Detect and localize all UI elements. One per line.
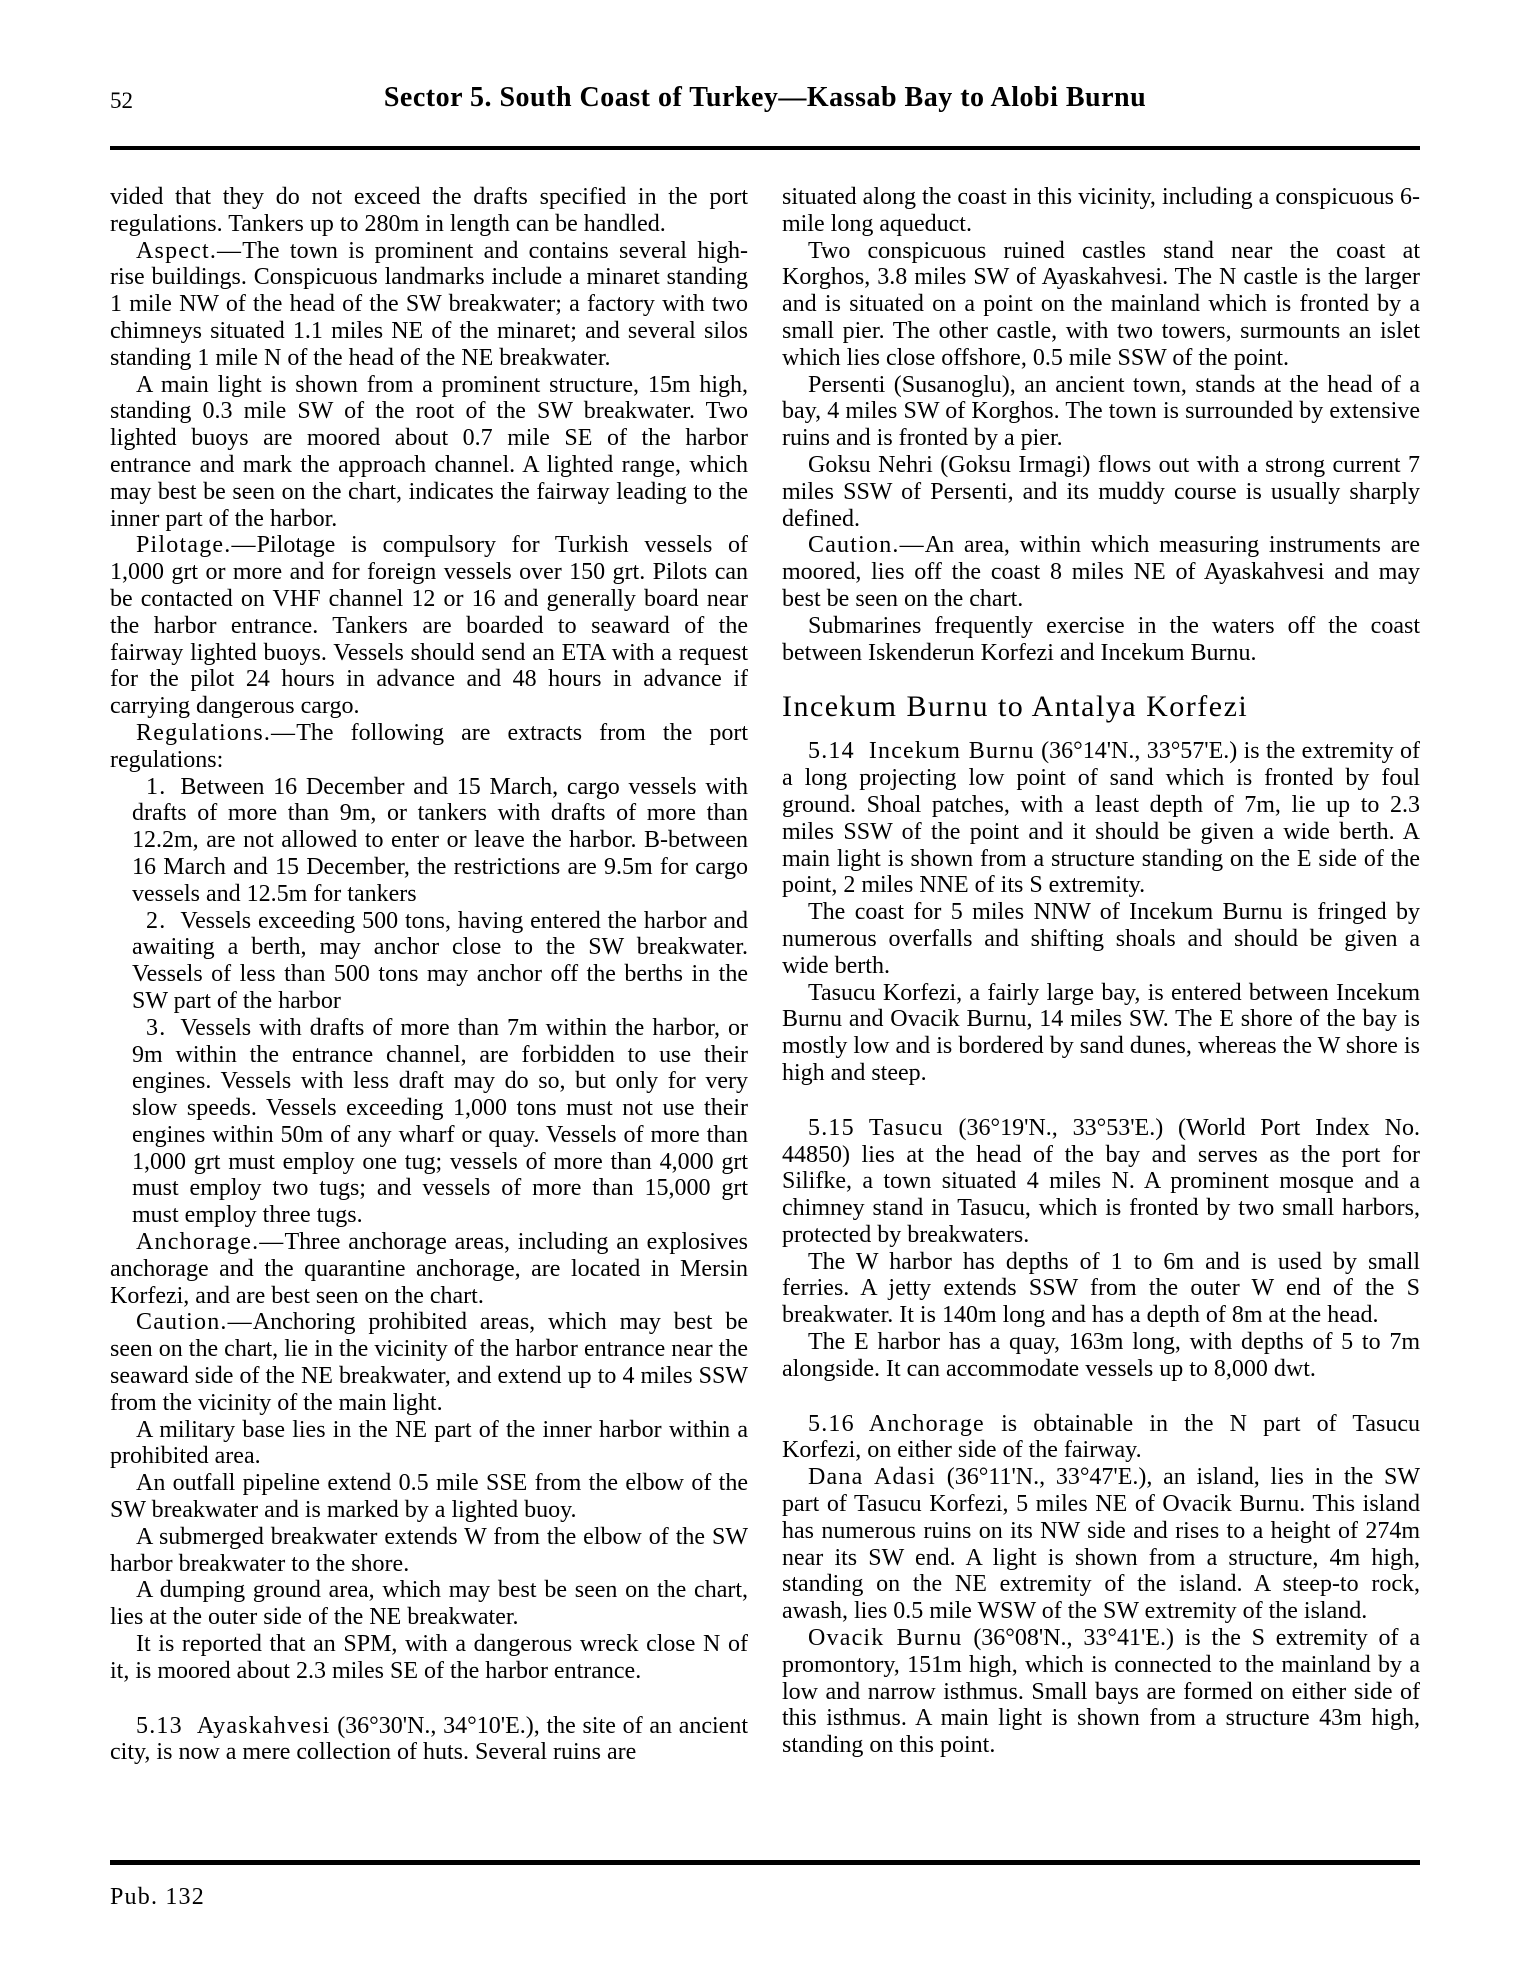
paragraph bbox=[782, 980, 1420, 1087]
paragraph bbox=[782, 532, 1420, 612]
paragraph bbox=[110, 1229, 748, 1309]
paragraph-text: situated along the coast in this vicinity, including a conspicuous 6-mile long aqueduct. bbox=[782, 184, 1420, 237]
paragraph bbox=[782, 184, 1420, 238]
paragraph-text: The town is prominent and contains several high-rise buildings. Conspicuous landmarks include a minaret standing 1 mile NW of the head of the SW breakwater; a factory with two chimneys situated 1.1 miles NE of the minaret; and several silos standing 1 mile N of the head of the NE breakwater. bbox=[110, 237, 748, 371]
paragraph-text: Tasucu Korfezi, a fairly large bay, is entered between Incekum Burnu and Ovacik Burnu, 14 miles SW. The E shore of the bay is mostly low and is bordered by sand dunes, whereas the W shore is high and steep. bbox=[782, 979, 1420, 1086]
paragraph-number: 5.16 bbox=[808, 1410, 855, 1437]
paragraph bbox=[110, 1417, 748, 1471]
paragraph-lead: Incekum Burnu bbox=[868, 738, 1035, 765]
paragraph-lead: Ovacik Burnu bbox=[808, 1625, 963, 1652]
paragraph-text: (36°08'N., 33°41'E.) is the S extremity of a promontory, 151m high, which is connected to the mainland by a low and narrow isthmus. Small bays are formed on either side of this isthmus. A main light is shown from a structure 43m high, standing on this point. bbox=[782, 1625, 1420, 1759]
paragraph-text: Pilotage is compulsory for Turkish vessels of 1,000 grt or more and for foreign vessels over 150 grt. Pilots can be contacted on VHF channel 12 or 16 and generally board near the harbor entrance. Tankers are boarded to seaward of the fairway lighted buoys. Vessels should send an ETA with a request for the pilot 24 hours in advance and 48 hours in advance if carrying dangerous cargo. bbox=[110, 532, 748, 720]
paragraph bbox=[782, 1625, 1420, 1759]
paragraph bbox=[110, 1631, 748, 1685]
paragraph-text: The following are extracts from the port regulations: bbox=[110, 719, 748, 773]
paragraph-text: (36°14'N., 33°57'E.) is the extremity of a long projecting low point of sand which is fronted by foul ground. Shoal patches, with a least depth of 7m, lie up to 2.3 miles SSW of the point and it should be given a wide berth. A main light is shown from a structure standing on the E side of the point, 2 miles NNE of its S extremity. bbox=[782, 738, 1421, 899]
paragraph-lead: Pilotage.— bbox=[136, 532, 257, 559]
paragraph-text: vided that they do not exceed the drafts specified in the port regulations. Tankers up to 280m in length can be handled. bbox=[110, 184, 748, 237]
paragraph-lead: Anchorage bbox=[868, 1410, 985, 1437]
list-item bbox=[110, 774, 748, 908]
paragraph-text: It is reported that an SPM, with a dangerous wreck close N of it, is moored about 2.3 miles SE of the harbor entrance. bbox=[110, 1631, 748, 1684]
page-header-title: Sector 5. South Coast of Turkey—Kassab Bay to Alobi Burnu bbox=[383, 82, 1147, 113]
paragraph-text: An outfall pipeline extend 0.5 mile SSE from the elbow of the SW breakwater and is marked by a lighted buoy. bbox=[110, 1470, 748, 1524]
paragraph-lead: Dana Adasi bbox=[808, 1464, 937, 1491]
paragraph-lead: Caution.— bbox=[136, 1309, 253, 1336]
paragraph-text: (36°11'N., 33°47'E.), an island, lies in the SW part of Tasucu Korfezi, 5 miles NE of Ovacik Burnu. This island has numerous ruins on its NW side and rises to a height of 274m near its SW end. A light is shown from a structure, 4m high, standing on the NE extremity of the island. A steep-to rock, awash, lies 0.5 mile WSW of the SW extremity of the island. bbox=[782, 1464, 1420, 1625]
paragraph-text: An area, within which measuring instruments are moored, lies off the coast 8 miles NE of Ayaskahvesi and may best be seen on the chart. bbox=[782, 532, 1420, 612]
footer-rule bbox=[110, 1860, 1420, 1865]
paragraph-lead: Regulations.— bbox=[136, 719, 297, 746]
paragraph bbox=[782, 238, 1420, 372]
paragraph-text: The coast for 5 miles NNW of Incekum Burnu is fringed by numerous overfalls and shifting shoals and should be given a wide berth. bbox=[782, 899, 1420, 979]
paragraph-lead: Caution.— bbox=[808, 532, 925, 559]
right-column bbox=[782, 184, 1420, 1766]
paragraph-text: (36°30'N., 34°10'E.), the site of an ancient city, is now a mere collection of huts. Several ruins are bbox=[110, 1712, 748, 1766]
paragraph bbox=[782, 452, 1420, 532]
paragraph-text: Two conspicuous ruined castles stand near the coast at Korghos, 3.8 miles SW of Ayaskahvesi. The N castle is the larger and is situated on a point on the mainland which is fronted by a small pier. The other castle, with two towers, surmounts an islet which lies close offshore, 0.5 mile SSW of the point. bbox=[782, 237, 1420, 371]
paragraph-lead: Tasucu bbox=[868, 1114, 944, 1141]
paragraph bbox=[782, 1329, 1420, 1383]
paragraph-text: Anchoring prohibited areas, which may best be seen on the chart, lie in the vicinity of the harbor entrance near the seaward side of the NE breakwater, and extend up to 4 miles SSW from the vicinity of the main light. bbox=[110, 1309, 748, 1416]
paragraph bbox=[110, 1524, 748, 1578]
footer-publication: Pub. 132 bbox=[110, 1884, 205, 1910]
paragraph bbox=[110, 184, 748, 238]
paragraph-number: 5.15 bbox=[808, 1114, 855, 1141]
paragraph bbox=[782, 899, 1420, 979]
paragraph bbox=[110, 720, 748, 774]
section-heading: Incekum Burnu to Antalya Korfezi bbox=[782, 690, 1249, 724]
left-column bbox=[110, 184, 748, 1766]
paragraph-lead: Ayaskahvesi bbox=[196, 1712, 331, 1739]
paragraph-text: Persenti (Susanoglu), an ancient town, stands at the head of a bay, 4 miles SW of Korghos. The town is surrounded by extensive ruins and is fronted by a pier. bbox=[782, 371, 1420, 452]
paragraph-text: A military base lies in the NE part of the inner harbor within a prohibited area. bbox=[110, 1416, 748, 1470]
paragraph bbox=[782, 613, 1420, 667]
paragraph bbox=[110, 238, 748, 372]
paragraph bbox=[110, 1577, 748, 1631]
paragraph bbox=[782, 1464, 1420, 1625]
paragraph-text: (36°19'N., 33°53'E.) (World Port Index No. 44850) lies at the head of the bay and serves as the port for Silifke, a town situated 4 miles N. A prominent mosque and a chimney stand in Tasucu, which is fronted by two small harbors, protected by breakwaters. bbox=[782, 1114, 1420, 1248]
paragraph-text: The E harbor has a quay, 163m long, with depths of 5 to 7m alongside. It can accommodate vessels up to 8,000 dwt. bbox=[782, 1329, 1420, 1382]
list-item bbox=[110, 908, 748, 1015]
paragraph-text: is obtainable in the N part of Tasucu Korfezi, on either side of the fairway. bbox=[782, 1410, 1420, 1464]
numbered-paragraph-5-13 bbox=[110, 1713, 748, 1767]
paragraph-text: Vessels exceeding 500 tons, having entered the harbor and awaiting a berth, may anchor close to the SW breakwater. Vessels of less than 500 tons may anchor off the berths in the SW part of the harbor bbox=[132, 907, 748, 1014]
list-item-number: 1. bbox=[146, 773, 167, 800]
paragraph bbox=[782, 1249, 1420, 1329]
list-item-number: 3. bbox=[146, 1014, 167, 1041]
page-number: 52 bbox=[110, 88, 133, 113]
paragraph bbox=[782, 372, 1420, 452]
text-columns bbox=[110, 184, 1420, 1766]
paragraph-number: 5.14 bbox=[808, 738, 855, 765]
paragraph-text: Between 16 December and 15 March, cargo vessels with drafts of more than 9m, or tankers with drafts of more than 12.2m, are not allowed to enter or leave the harbor. B-between 16 March and 15 December, the restrictions are 9.5m for cargo vessels and 12.5m for tankers bbox=[132, 773, 748, 907]
numbered-paragraph-5-16 bbox=[782, 1411, 1420, 1465]
paragraph-number: 5.13 bbox=[136, 1712, 183, 1739]
paragraph-text: A main light is shown from a prominent structure, 15m high, standing 0.3 mile SW of the root of the SW breakwater. Two lighted buoys are moored about 0.7 mile SE of the harbor entrance and mark the approach channel. A lighted range, which may best be seen on the chart, indicates the fairway leading to the inner part of the harbor. bbox=[110, 371, 748, 532]
paragraph-text: Submarines frequently exercise in the waters off the coast between Iskenderun Korfezi and Incekum Burnu. bbox=[782, 612, 1420, 666]
paragraph-lead: Anchorage.— bbox=[136, 1229, 285, 1256]
paragraph-text: A submerged breakwater extends W from the elbow of the SW harbor breakwater to the shore. bbox=[110, 1523, 748, 1577]
paragraph bbox=[110, 1470, 748, 1524]
paragraph-text: Goksu Nehri (Goksu Irmagi) flows out with a strong current 7 miles SSW of Persenti, and its muddy course is usually sharply defined. bbox=[782, 451, 1420, 532]
paragraph bbox=[110, 532, 748, 720]
paragraph-text: Three anchorage areas, including an explosives anchorage and the quarantine anchorage, are located in Mersin Korfezi, and are best seen on the chart. bbox=[110, 1229, 748, 1309]
numbered-paragraph-5-15 bbox=[782, 1115, 1420, 1249]
numbered-paragraph-5-14 bbox=[782, 738, 1420, 899]
paragraph-text: A dumping ground area, which may best be seen on the chart, lies at the outer side of the NE breakwater. bbox=[110, 1577, 748, 1631]
paragraph bbox=[110, 372, 748, 533]
list-item-number: 2. bbox=[146, 907, 167, 934]
paragraph-lead: Aspect.— bbox=[136, 237, 243, 264]
paragraph-text: Vessels with drafts of more than 7m within the harbor, or 9m within the entrance channel, are forbidden to use their engines. Vessels with less draft may do so, but only for very slow speeds. Vessels exceeding 1,000 tons must not use their engines within 50m of any wharf or quay. Vessels of more than 1,000 grt must employ one tug; vessels of more than 4,000 grt must employ two tugs; and vessels of more than 15,000 grt must employ three tugs. bbox=[132, 1014, 748, 1229]
list-item bbox=[110, 1015, 748, 1229]
paragraph-text: The W harbor has depths of 1 to 6m and is used by small ferries. A jetty extends SSW from the outer W end of the S breakwater. It is 140m long and has a depth of 8m at the head. bbox=[782, 1248, 1420, 1329]
paragraph bbox=[110, 1309, 748, 1416]
header-rule bbox=[110, 146, 1420, 150]
